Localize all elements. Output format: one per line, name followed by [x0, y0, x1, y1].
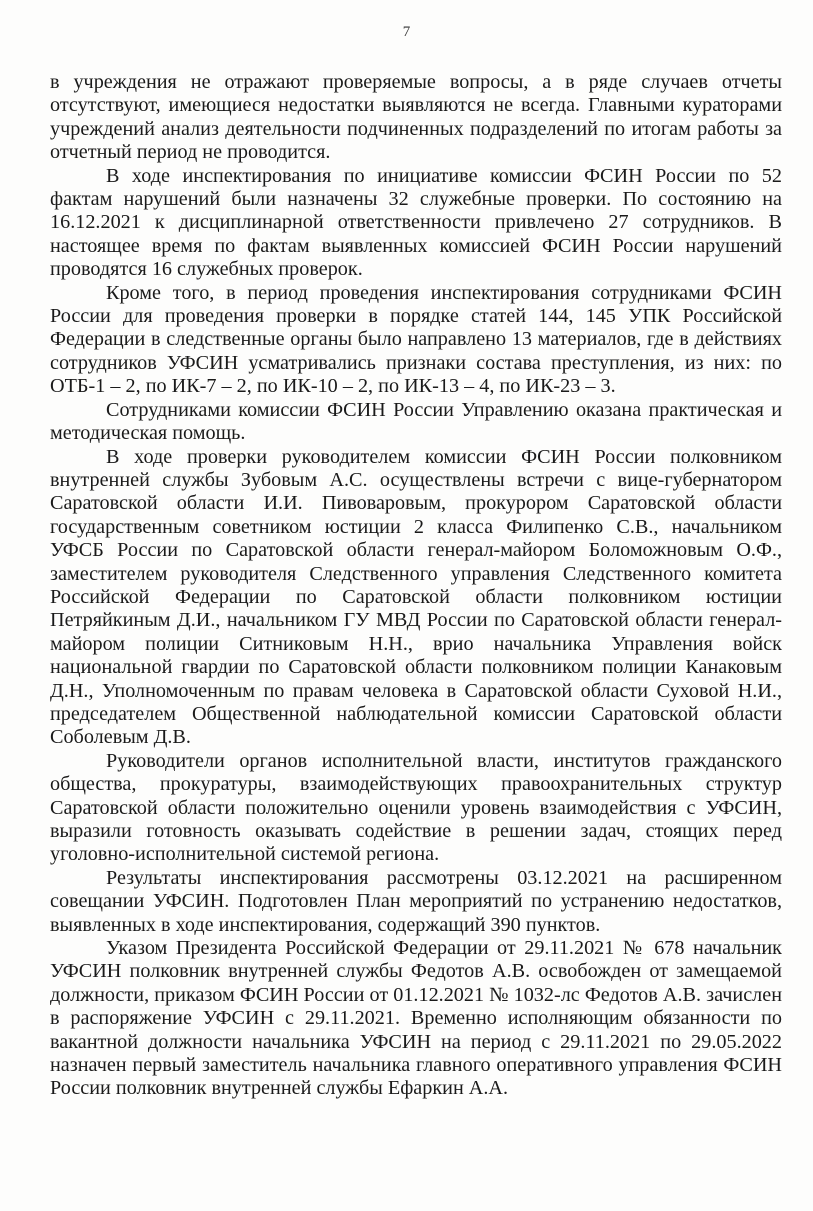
paragraph-personnel-decree: Указом Президента Российской Федерации от 29.11.2021 № 678 начальник УФСИН полковник внутренней службы Федотов А.В. освобожден от замещаемой должности, приказом ФСИН России от 01.12.2021 № 1032-лс Федотов А.В. зачислен в распоряжение УФСИН с 29.11.2021. Временно исполняющим обязанности по вакантной должности начальника УФСИН на период с 29.11.2021 по 29.05.2022 назначен первый заместитель начальника главного оперативного управления ФСИН России полковник внутренней службы Ефаркин А.А.: [50, 937, 782, 1100]
paragraph-cooperation-assessment: Руководители органов исполнительной власти, институтов гражданского общества, прокуратуры, взаимодействующих правоохранительных структур Саратовской области положительно оценили уровень взаимодействия с УФСИН, выразили готовность оказывать содействие в решении задач, стоящих перед уголовно-исполнительной системой региона.: [50, 749, 782, 866]
paragraph-service-checks: В ходе инспектирования по инициативе комиссии ФСИН России по 52 фактам нарушений были назначены 32 служебные проверки. По состоянию на 16.12.2021 к дисциплинарной ответственности привлечено 27 сотрудников. В настоящее время по фактам выявленных комиссией ФСИН России нарушений проводятся 16 служебных проверок.: [50, 164, 782, 281]
paragraph-meetings: В ходе проверки руководителем комиссии ФСИН России полковником внутренней службы Зубовым А.С. осуществлены встречи с вице-губернатором Саратовской области И.И. Пивоваровым, прокурором Саратовской области государственным советником юстиции 2 класса Филипенко С.В., начальником УФСБ России по Саратовской области генерал-майором Боломожновым О.Ф., заместителем руководителя Следственного управления Следственного комитета Российской Федерации по Саратовской области полковником юстиции Петряйкиным Д.И., начальником ГУ МВД России по Саратовской области генерал-майором полиции Ситниковым Н.Н., врио начальника Управления войск национальной гвардии по Саратовской области полковником полиции Канаковым Д.Н., Уполномоченным по правам человека в Саратовской области Суховой Н.И., председателем Общественной наблюдательной комиссии Саратовской области Соболевым Д.В.: [50, 445, 782, 749]
document-body: [50, 71, 782, 1101]
paragraph-inspection-results: Результаты инспектирования рассмотрены 03.12.2021 на расширенном совещании УФСИН. Подготовлен План мероприятий по устранению недостатков, выявленных в ходе инспектирования, содержащий 390 пунктов.: [50, 866, 782, 936]
paragraph-report-continuation: в учреждения не отражают проверяемые вопросы, а в ряде случаев отчеты отсутствуют, имеющиеся недостатки выявляются не всегда. Главными кураторами учреждений анализ деятельности подчиненных подразделений по итогам работы за отчетный период не проводится.: [50, 71, 782, 164]
page-number: 7: [402, 24, 411, 40]
paragraph-methodical-help: Сотрудниками комиссии ФСИН России Управлению оказана практическая и методическая помощь.: [50, 398, 782, 445]
paragraph-materials-sent: Кроме того, в период проведения инспектирования сотрудниками ФСИН России для проведения проверки в порядке статей 144, 145 УПК Российской Федерации в следственные органы было направлено 13 материалов, где в действиях сотрудников УФСИН усматривались признаки состава преступления, из них: по ОТБ-1 – 2, по ИК-7 – 2, по ИК-10 – 2, по ИК-13 – 4, по ИК-23 – 3.: [50, 281, 782, 398]
